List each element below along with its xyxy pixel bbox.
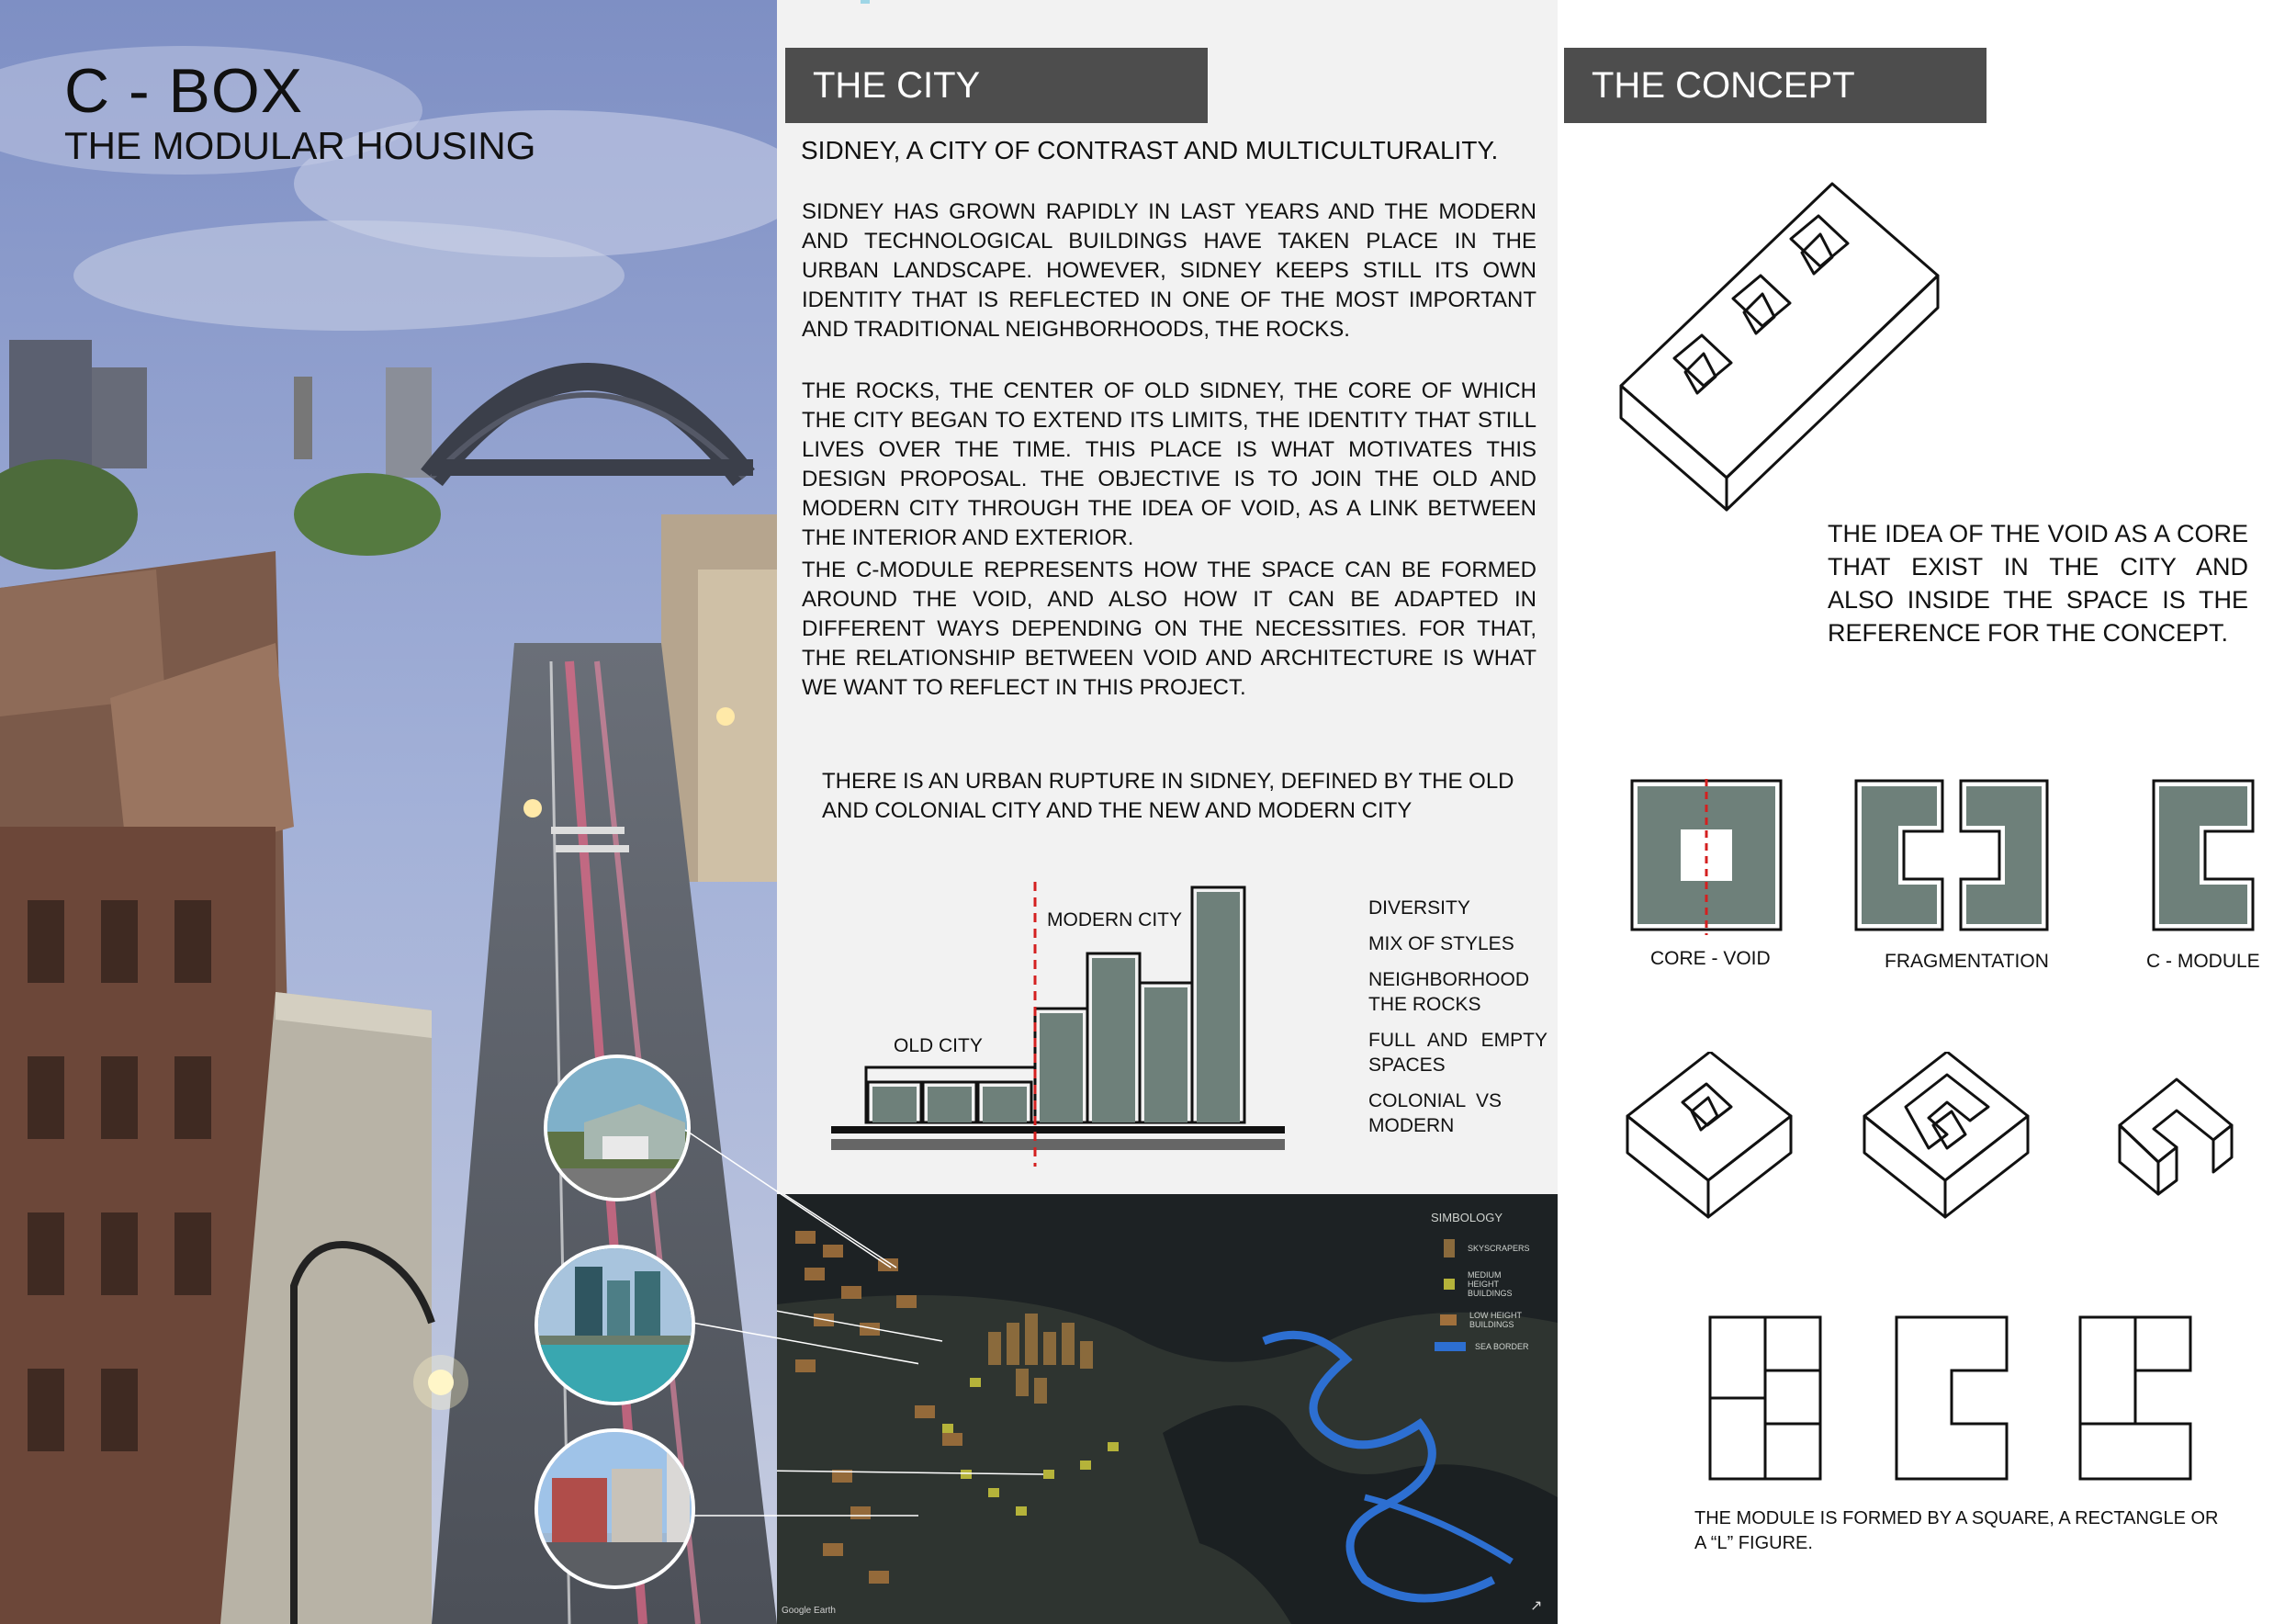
map-legend-item: SKYSCRAPERS [1431, 1239, 1550, 1257]
legend-swatch [1444, 1279, 1455, 1290]
map-legend [1431, 1211, 1550, 1351]
old-city-label: OLD CITY [894, 1035, 983, 1056]
city-paragraph-1: SIDNEY HAS GROWN RAPIDLY IN LAST YEARS AND THE MODERN AND TECHNOLOGICAL BUILDINGS HAVE TAKEN PLACE IN THE URBAN LANDSCAPE. HOWEVER, SIDNEY KEEPS STILL ITS OWN IDENTITY THAT IS REFLECTED IN ONE OF THE MOST IMPORTANT AND TRADITIONAL NEIGHBORHOODS, THE ROCKS. [802, 199, 1536, 342]
modern-city-block-fill [1197, 892, 1240, 1122]
map-legend-item: LOW HEIGHT BUILDINGS [1431, 1311, 1550, 1329]
modern-city-block-fill [1144, 987, 1187, 1122]
concept-description: THE IDEA OF THE VOID AS A CORE THAT EXIST IN THE CITY AND ALSO INSIDE THE SPACE IS THE REFERENCE FOR THE CONCEPT. [1828, 520, 2248, 647]
caption-c-module: C - MODULE [2146, 951, 2260, 972]
legend-swatch [1444, 1239, 1455, 1257]
street-thumbnail [535, 1428, 695, 1589]
house-thumbnail [544, 1054, 691, 1201]
modern-city-block-fill [1092, 958, 1135, 1122]
city-paragraph-2: THE ROCKS, THE CENTER OF OLD SIDNEY, THE CORE OF WHICH THE CITY BEGAN TO EXTEND ITS LIMITS, THE IDENTITY THAT STILL LIVES OVER THE TIME. THIS PLACE IS WHAT MOTIVATES THIS DESIGN PROPOSAL. THE OBJECTIVE IS TO JOIN THE OLD AND MODERN CITY THROUGH THE IDEA OF VOID, AS A LINK BETWEEN THE INTERIOR AND EXTERIOR. [802, 378, 1536, 550]
thumbnail-connectors [680, 1102, 918, 1525]
accent-mark [861, 0, 870, 4]
c-module-plan [2154, 781, 2253, 930]
legend-swatch [1440, 1314, 1457, 1325]
legend-item: DIVERSITY [1368, 897, 1470, 919]
caption-fragmentation: FRAGMENTATION [1885, 951, 2049, 972]
module-figures [1708, 1315, 2204, 1490]
diagram-legend [1368, 896, 1552, 1138]
fragment-right [1961, 781, 2047, 930]
rupture-statement: THERE IS AN URBAN RUPTURE IN SIDNEY, DEFINED BY THE OLD AND COLONIAL CITY AND THE NEW AND MODERN CITY [822, 769, 1514, 823]
legend-item: MIX OF STYLES [1368, 933, 1514, 954]
modern-city-label: MODERN CITY [1047, 909, 1182, 930]
isometric-block-diagram [1612, 175, 1961, 533]
legend-item: FULL AND EMPTY SPACES [1368, 1030, 1548, 1076]
city-paragraph-3: THE C-MODULE REPRESENTS HOW THE SPACE CAN BE FORMED AROUND THE VOID, AND ALSO HOW IT CAN BE ADAPTED IN DIFFERENT WAYS DEPENDING ON THE NECESSITIES. FOR THAT, THE RELATIONSHIP BETWEEN VOID AND ARCHITECTURE IS WHAT WE WANT TO REFLECT IN THIS PROJECT. [802, 558, 1536, 700]
module-description: THE MODULE IS FORMED BY A SQUARE, A RECTANGLE OR A “L” FIGURE. [1694, 1508, 2219, 1553]
concept-header: THE CONCEPT [1564, 48, 1986, 123]
modern-city-block-fill [1040, 1013, 1083, 1122]
isometric-variants [1626, 1052, 2250, 1235]
fragment-left [1856, 781, 1942, 930]
harbour-thumbnail [535, 1245, 695, 1405]
city-header: THE CITY [785, 48, 1208, 123]
project-subtitle: THE MODULAR HOUSING [64, 124, 536, 167]
old-city-block-fill [928, 1087, 972, 1122]
legend-item: COLONIAL VS MODERN [1368, 1090, 1502, 1136]
legend-swatch [1435, 1342, 1466, 1351]
legend-item: NEIGHBORHOOD THE ROCKS [1368, 969, 1530, 1015]
north-arrow-icon: ↗ [1530, 1598, 1543, 1614]
map-legend-title: SIMBOLOGY [1431, 1211, 1503, 1224]
map-credit: Google Earth [782, 1606, 836, 1616]
old-city-block-fill [983, 1087, 1027, 1122]
caption-core-void: CORE - VOID [1650, 948, 1771, 969]
project-title: C - BOX [64, 56, 304, 126]
map-legend-item: SEA BORDER [1431, 1342, 1550, 1351]
map-legend-item: MEDIUM HEIGHT BUILDINGS [1431, 1270, 1550, 1298]
plan-diagrams [1630, 779, 2259, 935]
city-lead: SIDNEY, A CITY OF CONTRAST AND MULTICULTURALITY. [801, 136, 1499, 164]
